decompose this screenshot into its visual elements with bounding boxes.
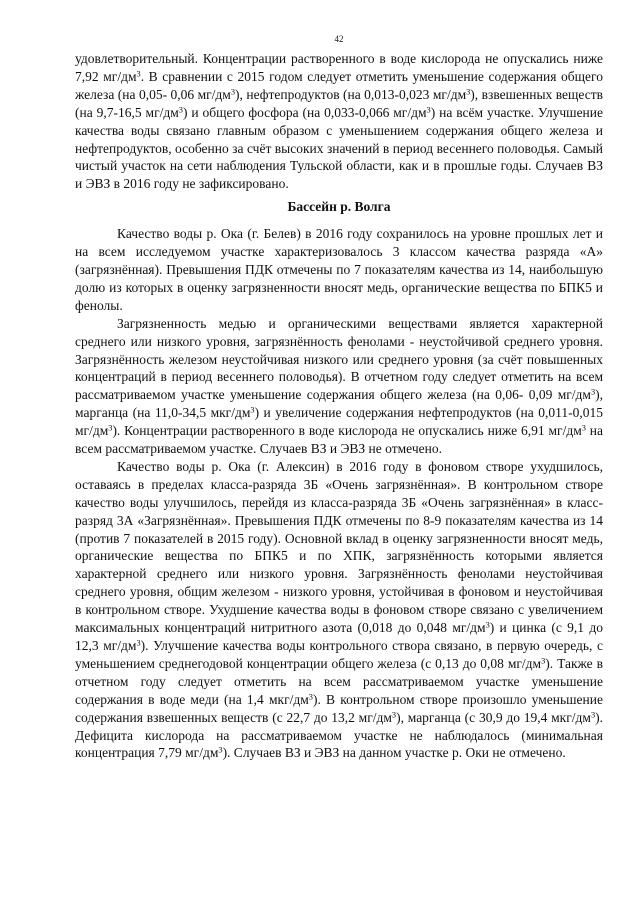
- text-run: на всем рассматриваемом участке. Случаев ВЗ и ЭВЗ не отмечено.: [75, 423, 604, 457]
- paragraph-text: [75, 315, 603, 458]
- text-run: ). Случаев ВЗ и ЭВЗ на данном участке р. Оки не отмечено.: [222, 745, 566, 761]
- document-page: [75, 34, 603, 762]
- superscript: 3: [136, 638, 141, 648]
- paragraph-oka-belev-pollutants: [75, 315, 603, 458]
- text-run: . В сравнении с 2015 годом следует отметить уменьшение содержания общего железа (на 0,05- 0,06 мг/дм: [75, 68, 603, 102]
- text-run: Качество воды р. Ока (г. Алексин) в 2016 году в фоновом створе ухудшилось, оставаясь в пределах класса-разряда 3Б «Очень загрязнённая». В контрольном створе качество воды улучшилось, перейдя из класса-разряда 3Б «Очень загрязнённая» в класс-разряд 3А «Загрязнённая». Превышения ПДК отмечены по 8-9 показателям качества из 14 (против 7 показателей в 2015 году). Основной вклад в оценку загрязненности вносят медь, органические вещества по БПК5 и по ХПК, загрязнённость которыми является характерной среднего или низкого уровня. Загрязнённость фенолами неустойчивая среднего уровня, общим железом - низкого уровня, устойчивая в фоновом и неустойчивая в контрольном створе. Ухудшение качества воды в фоновом створе связано с увеличением максимальных концентраций нитритного азота (0,018 до 0,048 мг/дм: [75, 458, 603, 636]
- text-run: ). В контрольном створе произошло уменьшение содержания взвешенных веществ (с 22,7 до 13,2 мг/дм: [75, 691, 603, 725]
- superscript: 3: [108, 423, 113, 433]
- section-heading-volga-basin: Бассейн р. Волга: [287, 199, 391, 215]
- paragraph-text: [75, 458, 603, 762]
- superscript: 3: [308, 692, 313, 702]
- superscript: 3: [590, 387, 596, 397]
- superscript: 3: [218, 745, 223, 755]
- text-run: ) и увеличение содержания нефтепродуктов (на 0,011-0,015 мг/дм: [75, 405, 603, 439]
- superscript: 3: [391, 710, 397, 720]
- text-run: ) и цинка (с 9,1 до 12,3 мг/дм: [75, 620, 603, 653]
- superscript: 3: [581, 423, 586, 433]
- text-run: ) на всём участке. Улучшение качества воды связано главным образом с уменьшением содержания общего железа и нефтепродуктов, особенно за счёт высоких значений в период весеннего половодья. Самый чистый участок на сети наблюдения Тульской области, как и в прошлые годы. Случаев ВЗ и ЭВЗ в 2016 году не зафиксировано.: [75, 104, 603, 192]
- paragraph-oka-upper-summary: [75, 50, 603, 193]
- superscript: 3: [590, 710, 596, 720]
- paragraph-oka-belev: [75, 225, 603, 315]
- paragraph-text: [75, 225, 603, 315]
- superscript: 3: [541, 656, 546, 666]
- text-run: ), взвешенных веществ (на 9,7-16,5 мг/дм: [75, 86, 603, 120]
- superscript: 3: [426, 105, 431, 115]
- superscript: 3: [466, 87, 471, 97]
- text-run: ), марганца (с 30,9 до 19,4 мкг/дм: [396, 709, 591, 725]
- page-number: 42: [334, 34, 344, 44]
- text-run: Качество воды р. Ока (г. Белев) в 2016 году сохранилось на уровне прошлых лет и на всем исследуемом участке характеризовалось 3 классом качества разряда «А» (загрязнённая). Превышения ПДК отмечены по 7 показателям качества из 14, наибольшую долю из которых в оценку загрязненности вносят медь, органические вещества по БПК5 и фенолы.: [75, 226, 603, 313]
- paragraph-text: [75, 50, 603, 193]
- superscript: 3: [178, 105, 183, 115]
- text-run: ). Концентрации растворенного в воде кислорода не опускались ниже 6,91 мг/дм: [112, 423, 582, 439]
- text-run: удовлетворительный. Концентрации растворенного в воде кислорода не опускались ниже 7,92 мг/дм: [75, 51, 603, 84]
- text-run: Загрязненность медью и органическими веществами является характерной среднего или низкого уровня, загрязнённость фенолами - неустойчивой среднего уровня. Загрязнённость железом неустойчивая низкого или среднего уровня (за счёт повышенных концентраций в период весеннего половодья). В отчетном году следует отметить на всем рассматриваемом участке уменьшение содержания общего железа (на 0,06- 0,09 мг/дм: [75, 315, 603, 403]
- text-run: ). Дефицита кислорода на рассматриваемом участке не наблюдалось (минимальная концентрация 7,79 мг/дм: [75, 709, 603, 761]
- text-run: ), нефтепродуктов (на 0,013-0,023 мг/дм: [235, 86, 467, 102]
- text-run: ). Также в отчетном году следует отметить на всем рассматриваемом участке уменьшение содержания в воде меди (на 1,4 мкг/дм: [75, 655, 603, 707]
- superscript: 3: [230, 87, 236, 97]
- text-run: ). Улучшение качества воды контрольного створа связано, в первую очередь, с уменьшением среднегодовой концентрации общего железа (с 0,13 до 0,08 мг/дм: [75, 638, 603, 671]
- text-run: ) и общего фосфора (на 0,033-0,066 мг/дм: [182, 104, 427, 120]
- superscript: 3: [250, 405, 255, 415]
- text-run: ), марганца (на 11,0-34,5 мкг/дм: [75, 387, 603, 421]
- superscript: 3: [485, 620, 490, 630]
- paragraph-oka-aleksin: [75, 458, 603, 762]
- superscript: 3: [136, 69, 141, 79]
